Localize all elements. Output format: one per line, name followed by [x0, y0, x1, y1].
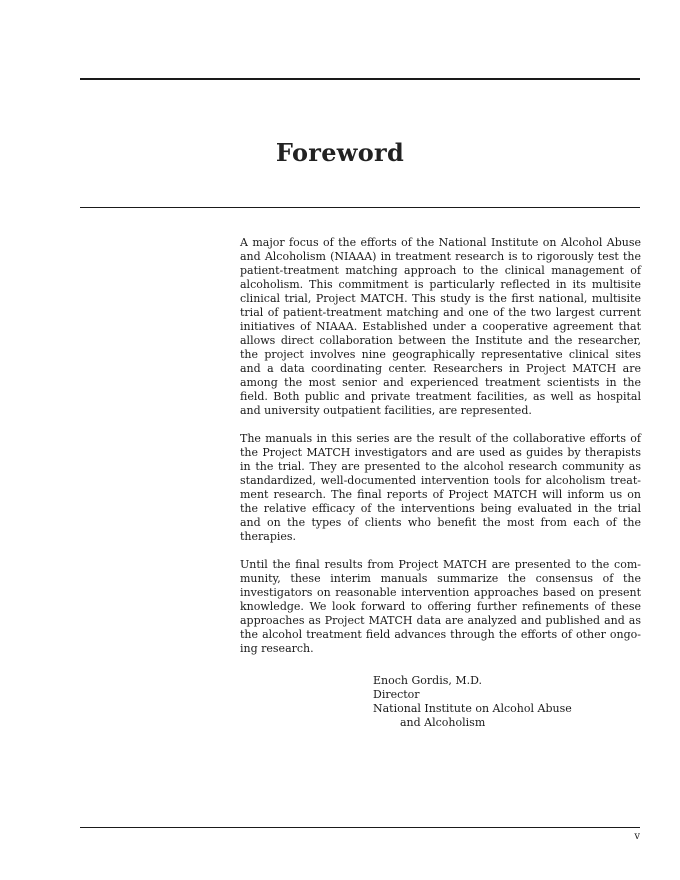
signature-block [373, 674, 572, 730]
paragraph-3: Until the final results from Project MATCH are presented to the community, these interim manuals summarize the consensus of the investigators on reasonable intervention approaches based on present knowledge. We look forward to offering further refinements of these approaches as Project MATCH data are analyzed and published and as the alcohol treatment field advances through the efforts of other ongoing research. [240, 558, 641, 655]
title-divider-rule [80, 207, 640, 208]
signature-position: Director [373, 688, 420, 701]
signature-name: Enoch Gordis, M.D. [373, 674, 483, 687]
page-number: v [634, 831, 640, 842]
paragraph-1: A major focus of the efforts of the National Institute on Alcohol Abuse and Alcoholism (NIAAA) in treatment research is to rigorously test the patient-treatment matching approach to the clinical management of alcoholism. This commitment is particularly reflected in its multisite clinical trial, Project MATCH. This study is the first national, multisite trial of patient-treatment matching and one of the two largest current initiatives of NIAAA. Established under a cooperative agreement that allows direct collaboration between the Institute and the researcher, the project involves nine geographically representative clinical sites and a data coordinating center. Researchers in Project MATCH are among the most senior and experienced treatment scientists in the field. Both public and private treatment facilities, as well as hospital and university outpatient facilities, are represented. [240, 236, 641, 417]
signature-organization-line2: and Alcoholism [400, 716, 486, 729]
page-title-text: Foreword [275, 138, 405, 167]
page-title [80, 138, 640, 167]
footer-rule [80, 827, 640, 828]
top-rule [80, 78, 640, 80]
foreword-body [240, 236, 641, 670]
signature-organization-line1: National Institute on Alcohol Abuse [373, 702, 572, 715]
paragraph-2: The manuals in this series are the result of the collaborative efforts of the Project MATCH investigators and are used as guides by therapists in the trial. They are presented to the alcohol research community as standardized, well-documented intervention tools for alcoholism treatment research. The final reports of Project MATCH will inform us on the relative efficacy of the interventions being evaluated in the trial and on the types of clients who benefit the most from each of the therapies. [240, 432, 641, 543]
